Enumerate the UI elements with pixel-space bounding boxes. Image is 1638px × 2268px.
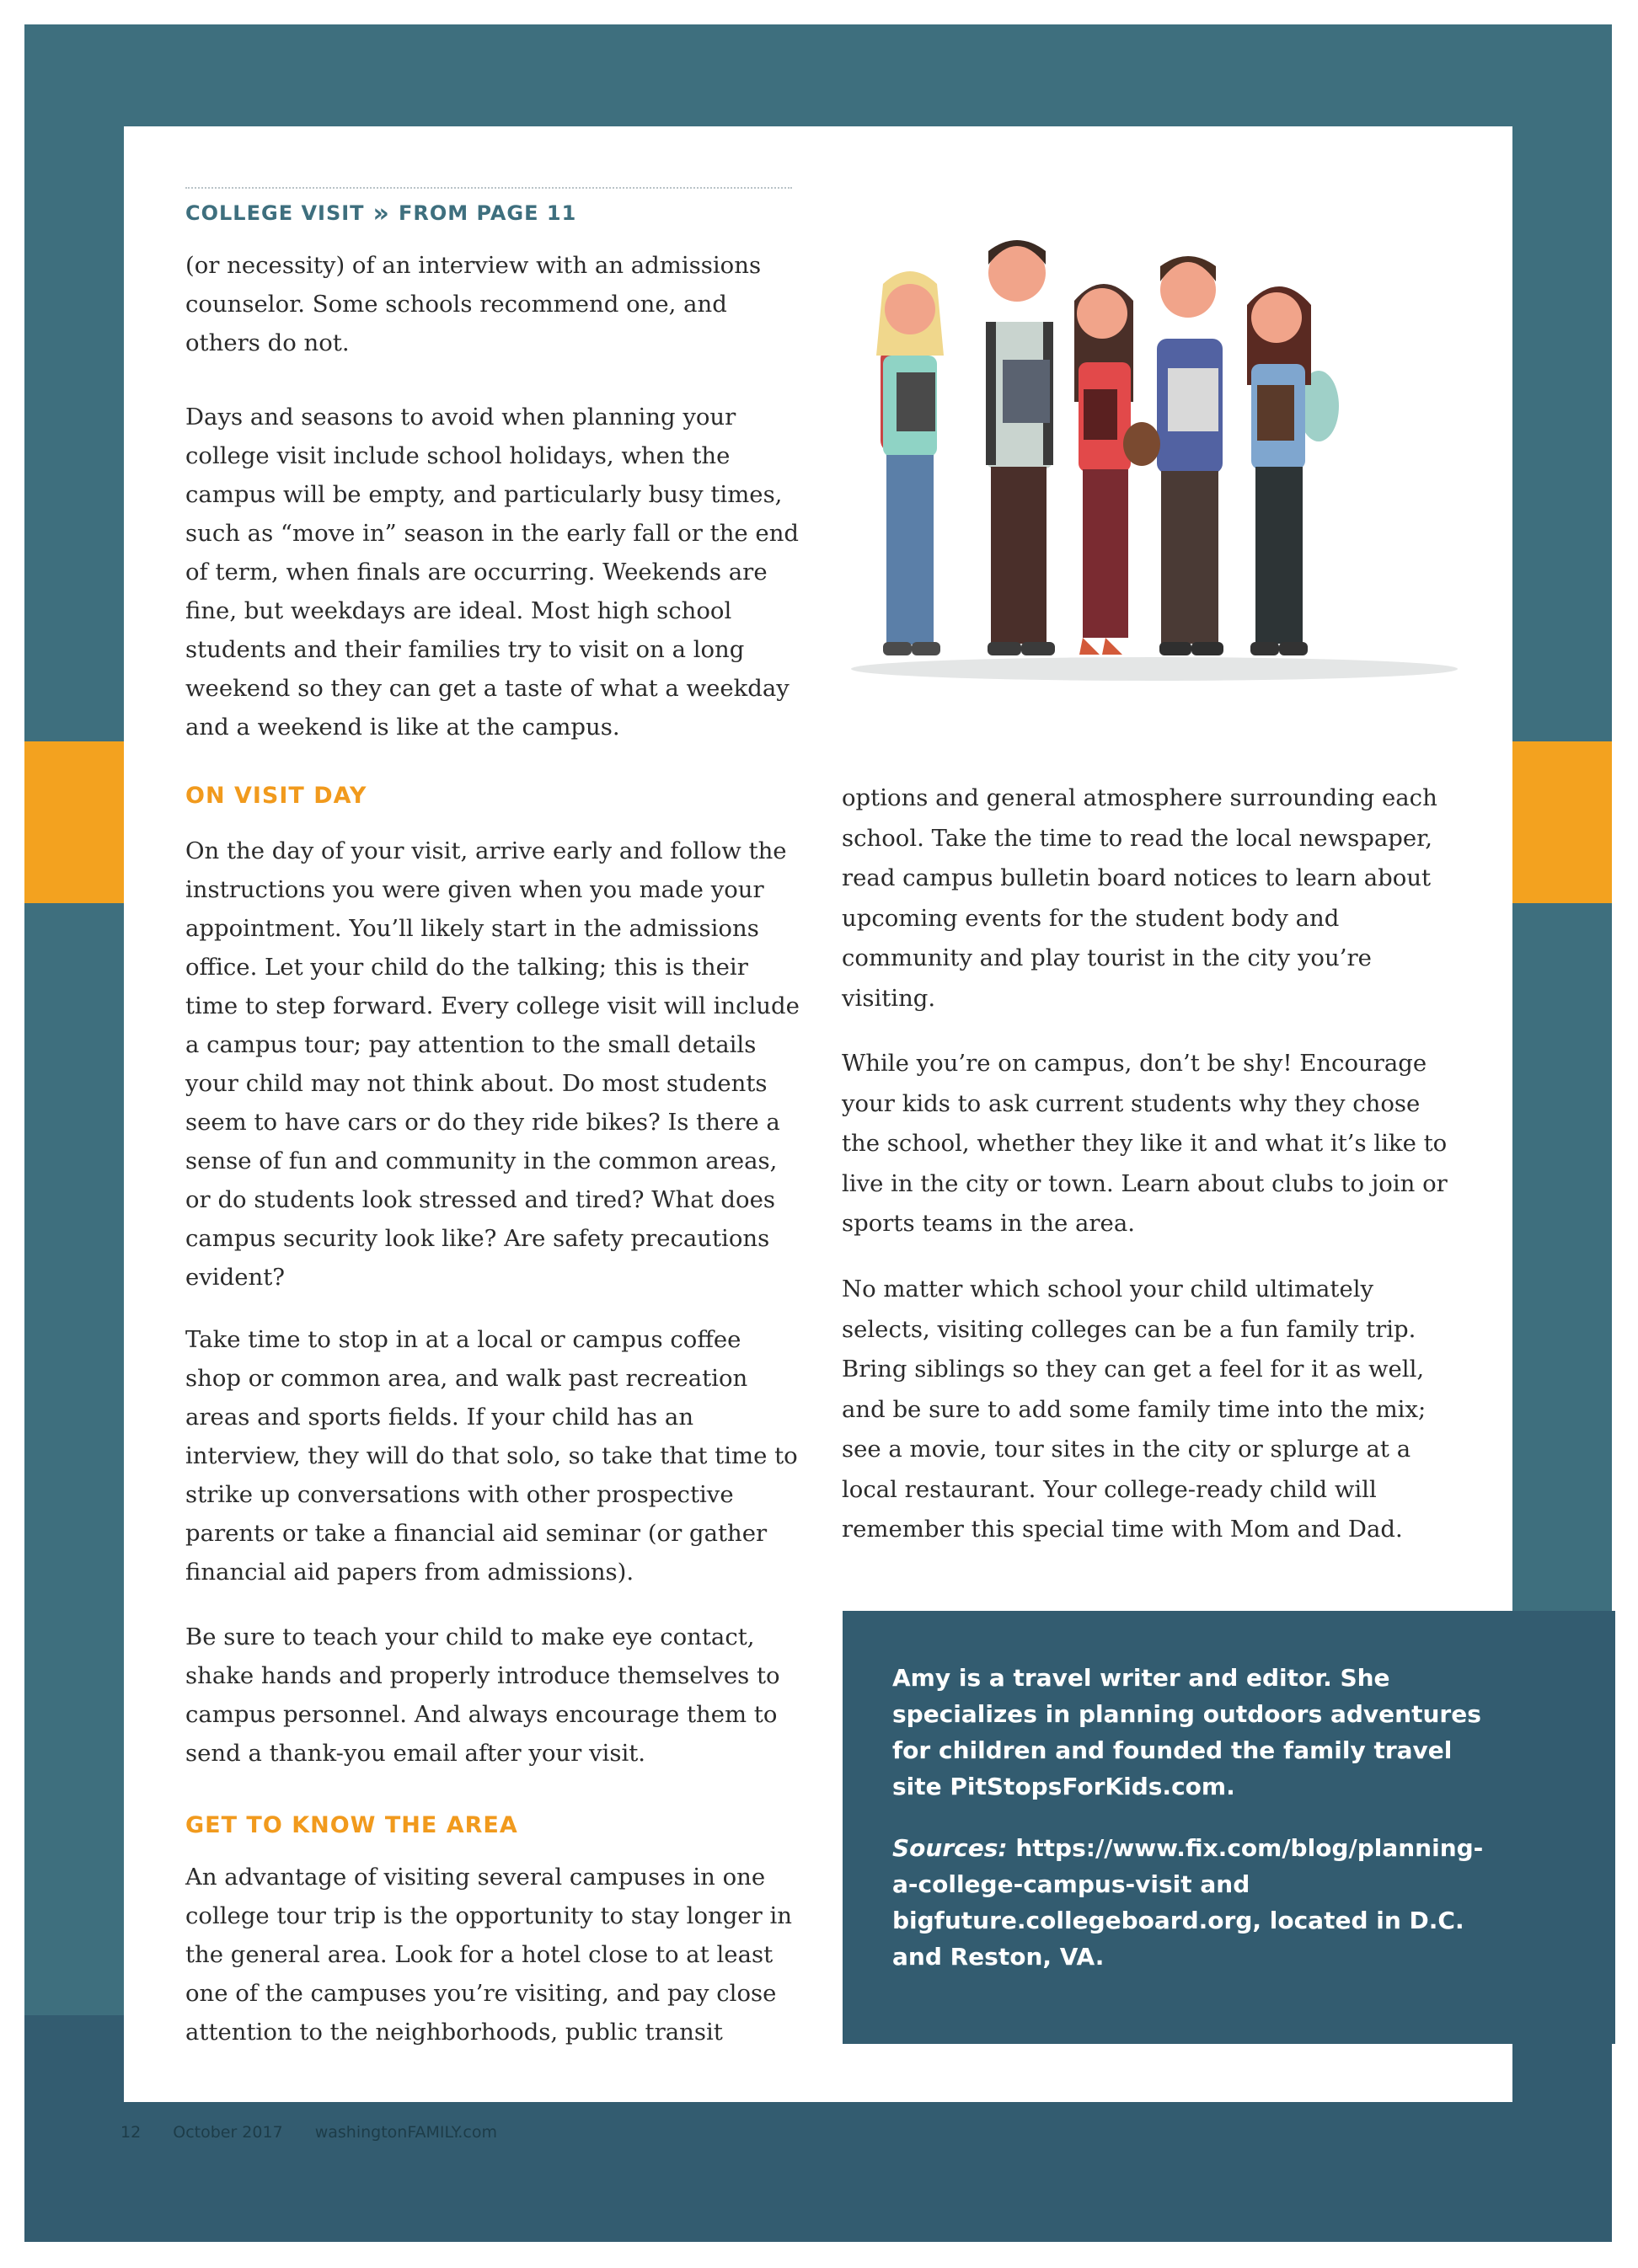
left-paragraph-1: (or necessity) of an interview with an admissions counselor. Some schools recommend one, and others do not. bbox=[185, 252, 762, 356]
sources-note bbox=[892, 1830, 1499, 1975]
page-footer bbox=[120, 2123, 524, 2142]
right-paragraph-2: While you’re on campus, don’t be shy! Encourage your kids to ask current students why they chose the school, whether they like it and what it’s like to live in the city or town. Learn about clubs to join or sports teams in the area. bbox=[842, 1050, 1448, 1237]
accent-stripe-right bbox=[1512, 741, 1612, 903]
heading-get-to-know-the-area: GET TO KNOW THE AREA bbox=[185, 1812, 518, 1838]
website: washingtonFAMILY.com bbox=[314, 2123, 497, 2142]
author-bio: Amy is a travel writer and editor. She specializes in planning outdoors adventures for children and founded the family travel site PitStopsForKids.com. bbox=[892, 1664, 1481, 1800]
page-number: 12 bbox=[120, 2123, 142, 2142]
double-chevron-icon: » bbox=[372, 199, 390, 228]
right-paragraph-3: No matter which school your child ultimately selects, visiting colleges can be a fun family trip. Bring siblings so they can get a feel for it as well, and be sure to add some family time into the mix; see a movie, tour sites in the city or splurge at a local restaurant. Your college-ready child will remember this special time with Mom and Dad. bbox=[842, 1276, 1427, 1543]
left-paragraph-3: On the day of your visit, arrive early and follow the instructions you were given when you made your appointment. You’ll likely start in the admissions office. Let your child do the talking; this is their time to step forward. Every college visit will include a campus tour; pay attention to the small details your child may not think about. Do most students seem to have cars or do they ride bikes? Is there a sense of fun and community in the common areas, or do students look stressed and tired? What does campus security look like? Are safety precautions evident? bbox=[185, 837, 800, 1291]
dotted-rule bbox=[185, 187, 792, 189]
continuation-kicker bbox=[185, 199, 576, 228]
sources-label: Sources: bbox=[892, 1834, 1008, 1862]
accent-stripe-left bbox=[24, 741, 124, 903]
issue-date: October 2017 bbox=[173, 2123, 283, 2142]
students-with-books-illustration bbox=[834, 221, 1475, 701]
sources-text: https://www.fix.com/blog/planning-a-college-campus-visit and bigfuture.collegeboard.org, located in D.C. and Reston, VA. bbox=[892, 1834, 1484, 1971]
left-paragraph-5: Be sure to teach your child to make eye contact, shake hands and properly introduce themselves to campus personnel. And always encourage them to send a thank-you email after your visit. bbox=[185, 1623, 780, 1767]
left-paragraph-6: An advantage of visiting several campuses in one college tour trip is the opportunity to stay longer in the general area. Look for a hotel close to at least one of the campuses you’re visiting, and pay close attention to the neighborhoods, public transit bbox=[185, 1864, 792, 2046]
kicker-section: COLLEGE VISIT bbox=[185, 201, 365, 225]
right-paragraph-1: options and general atmosphere surrounding each school. Take the time to read the local newspaper, read campus bulletin board notices to learn about upcoming events for the student body and community and play tourist in the city you’re visiting. bbox=[842, 784, 1437, 1012]
left-paragraph-2: Days and seasons to avoid when planning your college visit include school holidays, when the campus will be empty, and particularly busy times, such as “move in” season in the early fall or the end of term, when finals are occurring. Weekends are fine, but weekdays are ideal. Most high school students and their families try to visit on a long weekend so they can get a taste of what a weekday and a weekend is like at the campus. bbox=[185, 404, 800, 741]
kicker-from-page: FROM PAGE 11 bbox=[398, 201, 577, 225]
heading-on-visit-day: ON VISIT DAY bbox=[185, 783, 367, 809]
left-paragraph-4: Take time to stop in at a local or campus coffee shop or common area, and walk past recreation areas and sports fields. If your child has an interview, they will do that solo, so take that time to strike up conversations with other prospective parents or take a financial aid seminar (or gather financial aid papers from admissions). bbox=[185, 1326, 798, 1586]
